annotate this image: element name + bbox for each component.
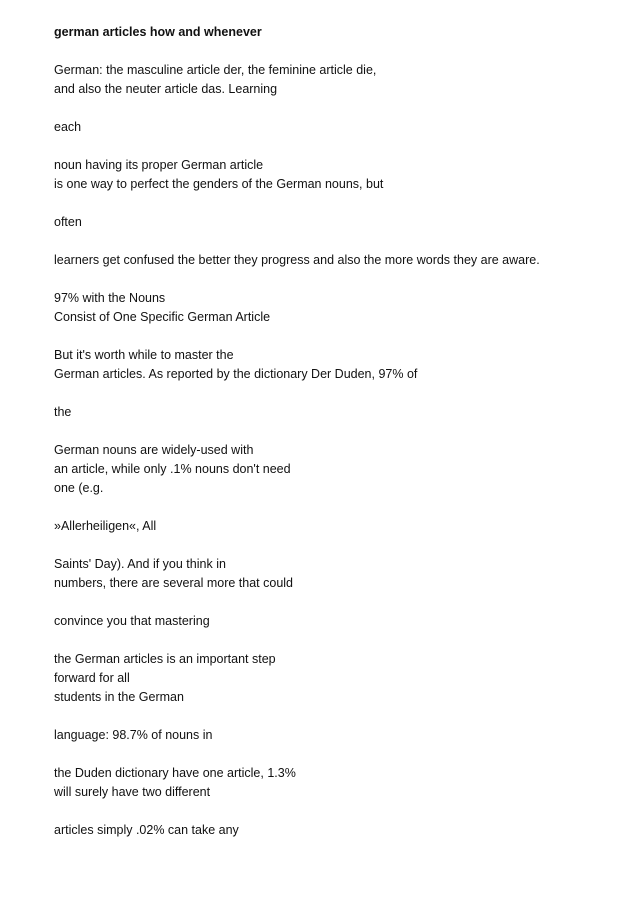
text-line: is one way to perfect the genders of the German nouns, but: [54, 177, 384, 191]
text-line: German nouns are widely-used with: [54, 443, 254, 457]
document-body: [54, 61, 614, 840]
paragraph: [54, 156, 614, 194]
paragraph: [54, 650, 614, 707]
paragraph: [54, 213, 614, 232]
text-line: Consist of One Specific German Article: [54, 310, 271, 324]
text-line: numbers, there are several more that could: [54, 576, 294, 590]
paragraph: [54, 61, 614, 99]
text-line: Saints' Day). And if you think in: [54, 557, 226, 571]
text-line: and also the neuter article das. Learning: [54, 82, 278, 96]
paragraph: [54, 346, 614, 384]
text-line: the German articles is an important step: [54, 652, 276, 666]
text-line: the Duden dictionary have one article, 1.3%: [54, 766, 296, 780]
text-line: the: [54, 405, 72, 419]
text-line: students in the German: [54, 690, 184, 704]
text-line: each: [54, 120, 82, 134]
paragraph: [54, 726, 614, 745]
text-line: German articles. As reported by the dictionary Der Duden, 97% of: [54, 367, 418, 381]
paragraph: [54, 289, 614, 327]
paragraph: [54, 612, 614, 631]
paragraph: [54, 517, 614, 536]
paragraph: [54, 821, 614, 840]
text-line: often: [54, 215, 82, 229]
document-page: [54, 23, 614, 859]
paragraph: [54, 441, 614, 498]
paragraph: [54, 251, 614, 270]
text-line: one (e.g.: [54, 481, 104, 495]
text-line: forward for all: [54, 671, 130, 685]
paragraph: [54, 764, 614, 802]
text-line: articles simply .02% can take any: [54, 823, 239, 837]
text-line: noun having its proper German article: [54, 158, 264, 172]
text-line: 97% with the Nouns: [54, 291, 166, 305]
text-line: »Allerheiligen«, All: [54, 519, 157, 533]
document-title: german articles how and whenever: [54, 25, 262, 39]
paragraph: [54, 403, 614, 422]
text-line: an article, while only .1% nouns don't need: [54, 462, 291, 476]
paragraph: [54, 118, 614, 137]
text-line: will surely have two different: [54, 785, 211, 799]
text-line: language: 98.7% of nouns in: [54, 728, 213, 742]
text-line: convince you that mastering: [54, 614, 210, 628]
paragraph: [54, 555, 614, 593]
text-line: German: the masculine article der, the feminine article die,: [54, 63, 377, 77]
text-line: learners get confused the better they progress and also the more words they are aware.: [54, 253, 540, 267]
text-line: But it's worth while to master the: [54, 348, 234, 362]
